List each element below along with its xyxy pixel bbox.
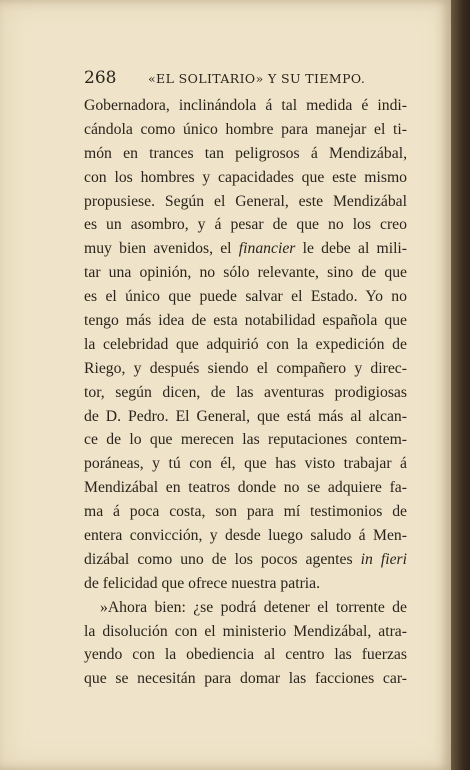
text-line: poráneas, y tú con él, que has visto trabajar á: [84, 455, 407, 473]
body-text: [84, 94, 407, 691]
text-line: Gobernadora, inclinándola á tal medida é indi-: [84, 97, 407, 114]
text-segment: le debe al mili-: [302, 240, 407, 258]
text-line: es el único que puede salvar el Estado. Yo no: [84, 288, 407, 306]
running-head: «EL SOLITARIO» Y SU TIEMPO.: [148, 71, 366, 86]
text-line-with-italic: [84, 548, 407, 572]
italic-term: in fieri: [360, 550, 407, 568]
text-line: ce de lo que merecen las reputaciones contem-: [84, 431, 407, 449]
text-line: la celebridad que adquirió con la expedición de: [84, 335, 407, 353]
book-spine-edge: [451, 0, 470, 770]
text-line: es un asombro, y á pesar de que no los creo: [84, 216, 407, 234]
text-line: Riego, y después siendo el compañero y direc-: [84, 359, 407, 377]
italic-term: financier: [238, 240, 296, 258]
text-line-with-italic: [84, 237, 407, 261]
text-line: tengo más idea de esta notabilidad española que: [84, 312, 407, 330]
text-line: ma á poca costa, son para mí testimonios de: [84, 503, 407, 521]
text-line: Mendizábal en teatros donde no se adquiere fa-: [84, 479, 407, 497]
text-line: »Ahora bien: ¿se podrá detener el torrente de: [100, 598, 407, 616]
text-line: con los hombres y capacidades que este mismo: [84, 168, 407, 186]
text-line: entera convicción, y desde luego saludo á Men-: [84, 527, 407, 545]
text-segment: dizábal como uno de los pocos agentes: [84, 550, 353, 568]
text-line: propusiese. Según el General, este Mendizábal: [84, 192, 407, 210]
text-line: tar una opinión, no sólo relevante, sino de que: [84, 264, 407, 282]
text-line: yendo con la obediencia al centro las fuerzas: [84, 646, 407, 664]
text-line: tor, según dicen, de las aventuras prodigiosas: [84, 383, 407, 401]
text-line: cándola como único hombre para manejar el ti-: [84, 120, 407, 138]
text-line: de D. Pedro. El General, que está más al alcan-: [84, 407, 407, 425]
page-number: 268: [84, 68, 117, 88]
text-line: la disolución con el ministerio Mendizábal, atra-: [84, 622, 407, 640]
text-segment: muy bien avenidos, el: [84, 240, 232, 258]
text-line: món en trances tan peligrosos á Mendizábal,: [84, 144, 407, 162]
text-line: que se necesitán para domar las facciones car-: [84, 670, 407, 688]
page-header: [84, 68, 414, 90]
text-line: de felicidad que ofrece nuestra patria.: [84, 574, 321, 592]
